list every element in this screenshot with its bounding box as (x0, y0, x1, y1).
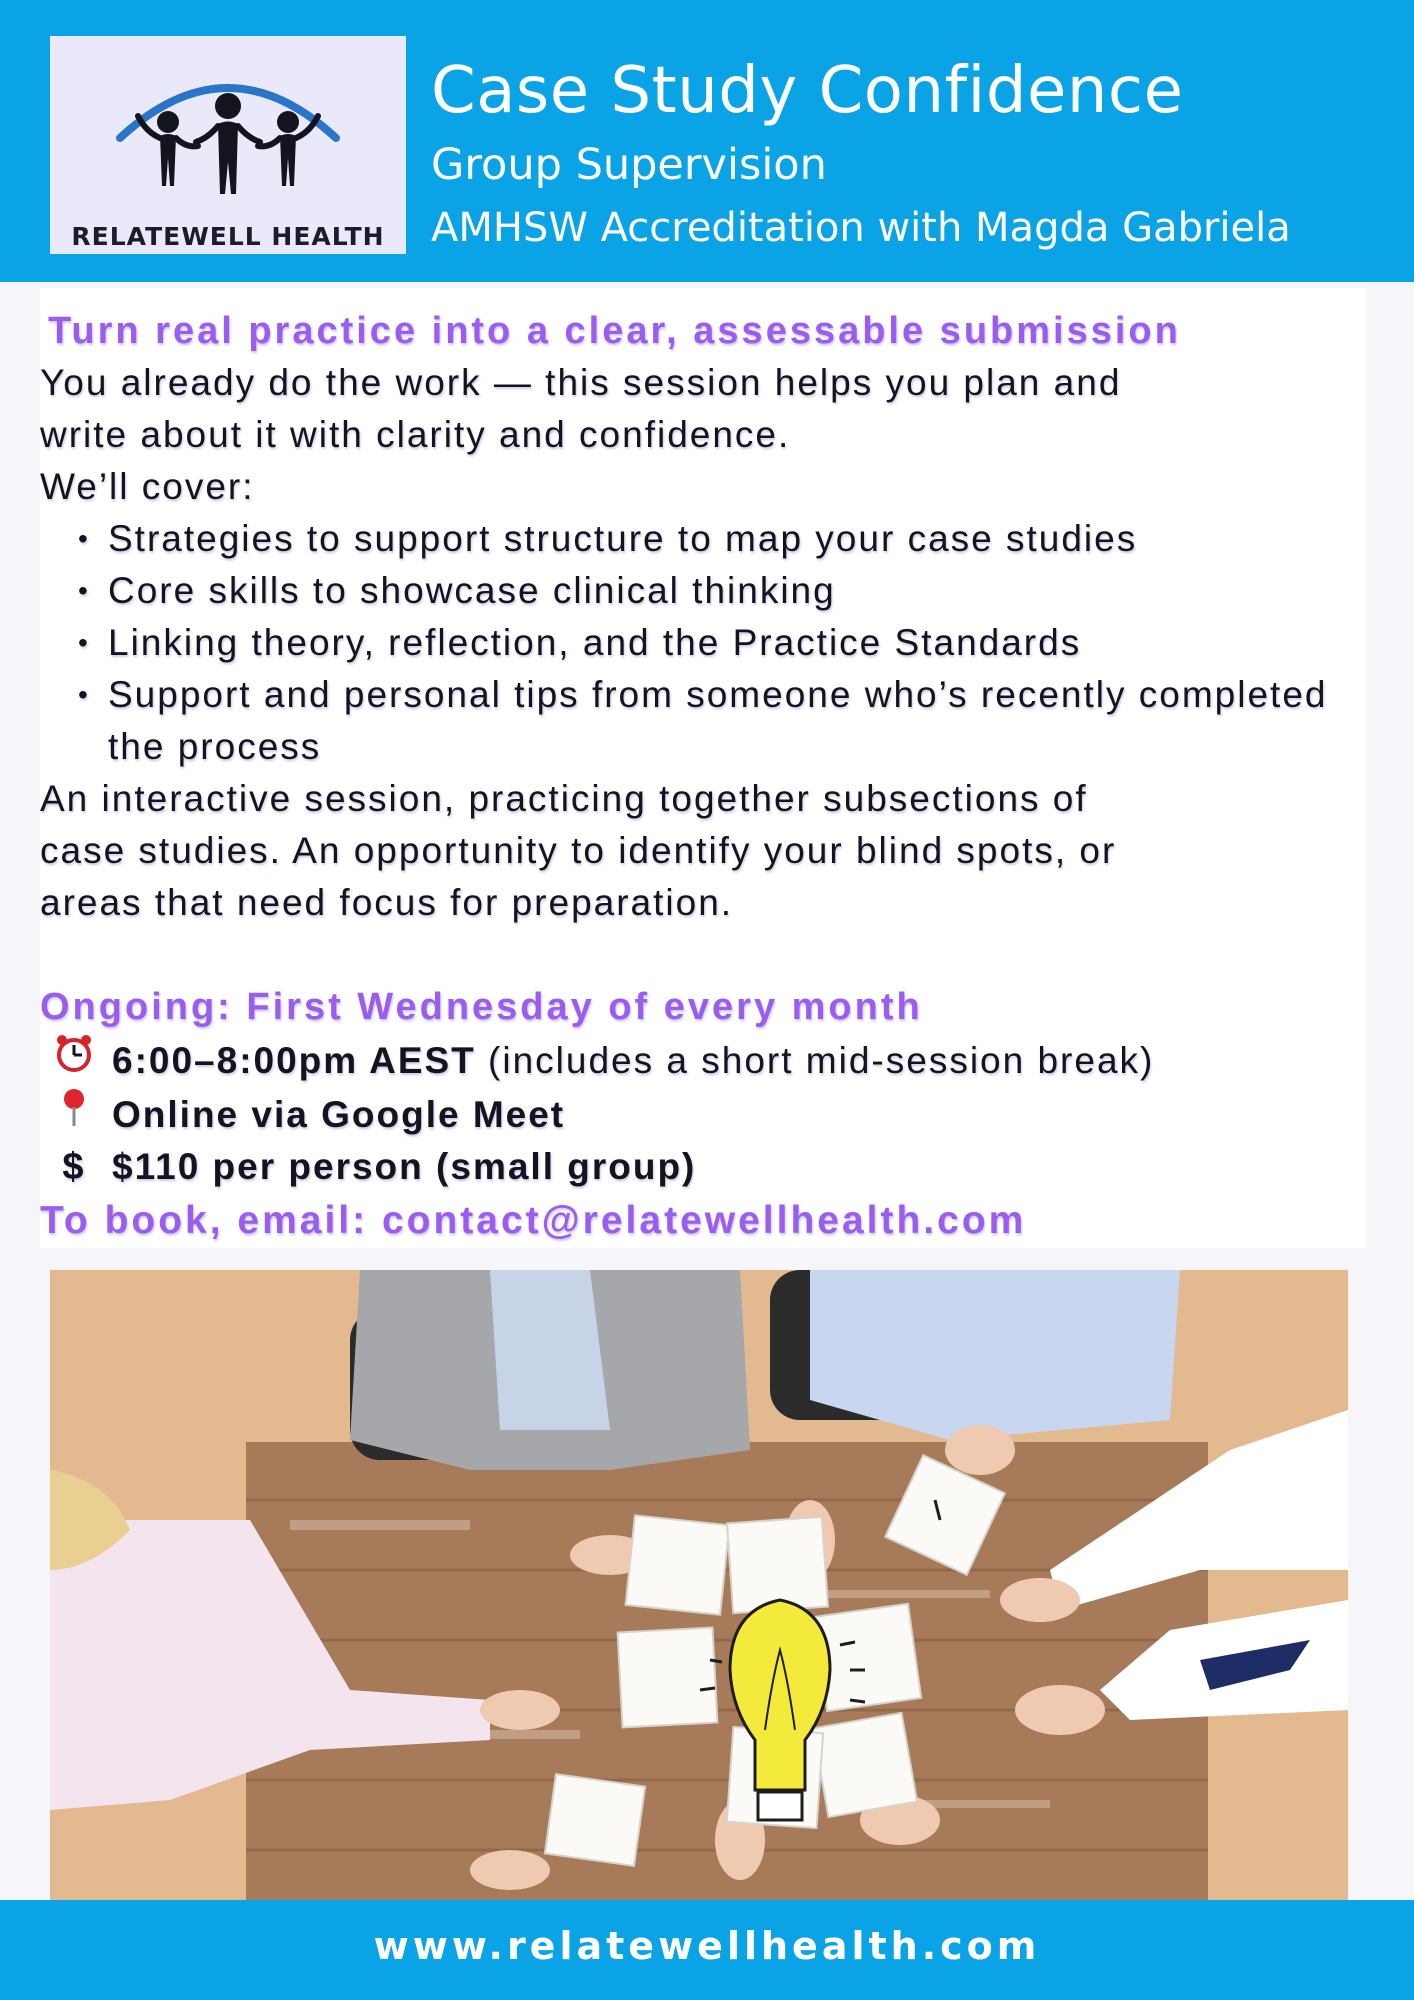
page-subtitle-accreditation: AMHSW Accreditation with Magda Gabriela (431, 205, 1291, 251)
page-subtitle: Group Supervision (431, 140, 827, 190)
cover-list (40, 513, 1380, 773)
closing-line-1: An interactive session, practicing together subsections of (40, 778, 1088, 819)
intro-lead-line-2: write about it with clarity and confidence. (40, 414, 791, 455)
session-price (40, 1141, 1380, 1193)
schedule-heading: Ongoing: First Wednesday of every month (40, 986, 923, 1028)
alarm-clock-icon (52, 1033, 96, 1087)
list-item: • Support and personal tips from someone who’s recently completed the process (108, 669, 1348, 773)
session-location-value: Online via Google Meet (112, 1094, 566, 1135)
location-pin-icon (52, 1087, 96, 1141)
page-title: Case Study Confidence (431, 54, 1184, 128)
list-item: • Core skills to showcase clinical thinking (108, 565, 1380, 617)
logo-wordmark: RELATEWELL HEALTH (71, 222, 385, 251)
logo (50, 36, 406, 254)
session-time (40, 1033, 1380, 1087)
list-item: • Linking theory, reflection, and the Practice Standards (108, 617, 1380, 669)
cover-label: We’ll cover: (40, 466, 255, 507)
list-item: • Strategies to support structure to map your case studies (108, 513, 1380, 565)
people-logo-icon (110, 58, 346, 208)
session-location (40, 1087, 1380, 1141)
session-price-value: $110 per person (small group) (112, 1146, 697, 1187)
website-link[interactable]: www.relatewellhealth.com (373, 1924, 1041, 1968)
footer-banner (0, 1900, 1414, 2000)
session-time-value: 6:00–8:00pm AEST (112, 1040, 476, 1081)
session-time-note: (includes a short mid-session break) (475, 1040, 1155, 1081)
header-banner (0, 0, 1414, 282)
main-content (40, 310, 1380, 1249)
intro-headline: Turn real practice into a clear, assessable submission (48, 310, 1181, 352)
closing-line-3: areas that need focus for preparation. (40, 882, 734, 923)
booking-email-link[interactable]: To book, email: contact@relatewellhealth.com (40, 1199, 1027, 1242)
closing-line-2: case studies. An opportunity to identify your blind spots, or (40, 830, 1117, 871)
team-lightbulb-photo (50, 1270, 1348, 1900)
dollar-icon: $ (62, 1146, 86, 1188)
intro-lead-line-1: You already do the work — this session helps you plan and (40, 362, 1122, 403)
